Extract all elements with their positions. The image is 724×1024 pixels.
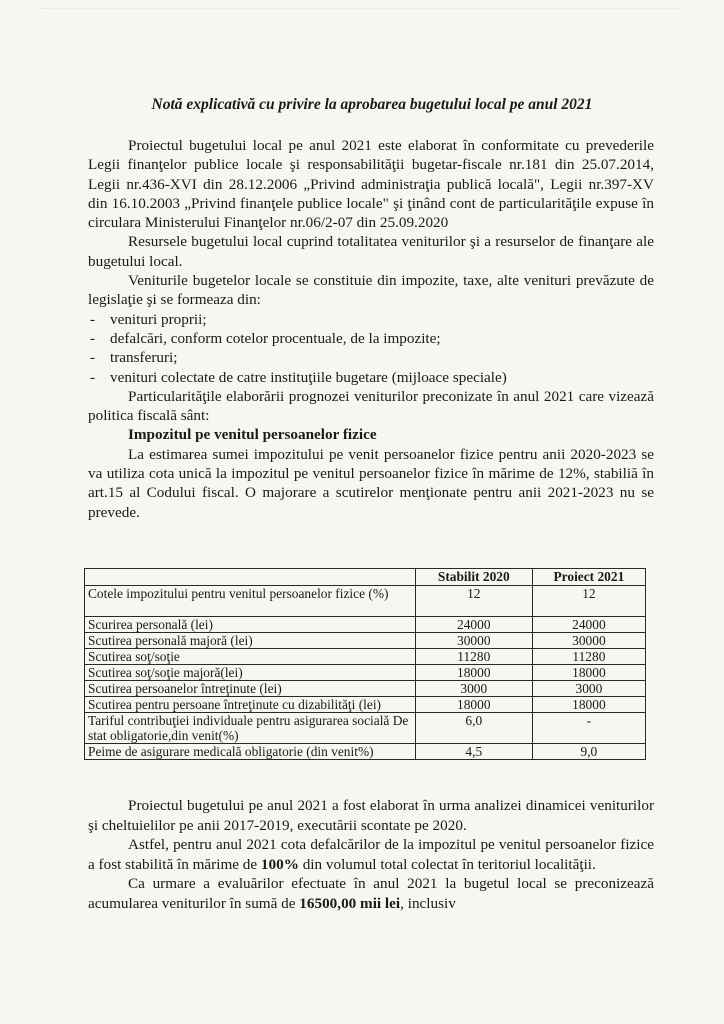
revenue-amount: 16500,00 mii lei bbox=[299, 894, 401, 912]
table-cell: Scutirea personală majoră (lei) bbox=[85, 633, 416, 649]
table-cell: 18000 bbox=[415, 697, 532, 713]
paragraph-revenues: Veniturile bugetelor locale se constituie din impozite, taxe, alte venituri prevăzute de legislaţie şi se formeaza din: bbox=[88, 272, 654, 309]
paragraph-budget-analysis: Proiectul bugetului pe anul 2021 a fost elaborat în urma analizei dinamicei veniturilor şi cheltuielilor pe anii 2017-2019, executării scontate pe 2020. bbox=[88, 797, 654, 834]
table-cell: 18000 bbox=[415, 665, 532, 681]
table-row bbox=[85, 713, 646, 744]
section-heading: Impozitul pe venitul persoanelor fizice bbox=[128, 426, 377, 444]
table-cell: 30000 bbox=[532, 633, 645, 649]
table-cell: 11280 bbox=[532, 649, 645, 665]
table-cell: 6,0 bbox=[415, 713, 532, 744]
table-cell: 18000 bbox=[532, 697, 645, 713]
revenue-sources-list bbox=[88, 310, 654, 387]
table-row bbox=[85, 697, 646, 713]
table-cell: Scutirea persoanelor întreţinute (lei) bbox=[85, 681, 416, 697]
table-cell: Scutirea soţ/soţie majoră(lei) bbox=[85, 665, 416, 681]
table-header-row bbox=[85, 569, 646, 586]
table-cell: Scutirea pentru persoane întreţinute cu dizabilităţi (lei) bbox=[85, 697, 416, 713]
table-row bbox=[85, 633, 646, 649]
table-row bbox=[85, 617, 646, 633]
table-cell: Cotele impozitului pentru venitul persoanelor fizice (%) bbox=[85, 586, 416, 617]
table-cell: Tariful contribuţiei individuale pentru asigurarea socială De stat obligatorie,din venit(%) bbox=[85, 713, 416, 744]
text-run: din volumul total colectat în teritoriul localităţii. bbox=[298, 855, 596, 873]
paragraph-particularities: Particularităţile elaborării prognozei veniturilor preconizate în anul 2021 care vizează politica fiscală sânt: bbox=[88, 387, 654, 425]
table-cell: 24000 bbox=[415, 617, 532, 633]
table-cell: 12 bbox=[415, 586, 532, 617]
paragraph-income-tax: La estimarea sumei impozitului pe venit persoanelor fizice pentru anii 2020-2023 se va utiliza cota unică la impozitul pe venitul persoanelor fizice în mărime de 12%, stabiliă în art.15 al Codului fiscal. O majorare a scutirelor menţionate pentru anii 2021-2023 nu se prevede. bbox=[88, 445, 654, 521]
table-cell: 12 bbox=[532, 586, 645, 617]
list-item: - venituri proprii; bbox=[88, 310, 654, 329]
table-cell: 9,0 bbox=[532, 744, 645, 760]
table-cell: 24000 bbox=[532, 617, 645, 633]
document-title: Notă explicativă cu privire la aprobarea bugetului local pe anul 2021 bbox=[151, 96, 593, 113]
text-run: , inclusiv bbox=[400, 894, 456, 912]
list-item: - defalcări, conform cotelor procentuale, de la impozite; bbox=[88, 329, 654, 348]
table-header-cell: Stabilit 2020 bbox=[415, 569, 532, 586]
table-cell: 11280 bbox=[415, 649, 532, 665]
table-row bbox=[85, 586, 646, 617]
table-header-cell: Proiect 2021 bbox=[532, 569, 645, 586]
share-percent: 100% bbox=[260, 855, 299, 873]
table-header-cell bbox=[85, 569, 416, 586]
table-row bbox=[85, 649, 646, 665]
paragraph-share-rate bbox=[88, 835, 654, 874]
bleed-through-mark bbox=[40, 8, 680, 15]
table-cell: 3000 bbox=[415, 681, 532, 697]
text-run: Astfel, pentru anul 2021 cota defalcărilor de la impozitul pe venitul persoanelor fizice a fost stabilită în mărime de bbox=[88, 836, 654, 873]
paragraph-revenue-total bbox=[88, 874, 654, 913]
table-row bbox=[85, 665, 646, 681]
table-row bbox=[85, 744, 646, 760]
table-cell: Scurirea personală (lei) bbox=[85, 617, 416, 633]
paragraph-resources: Resursele bugetului local cuprind totalitatea veniturilor şi a resurselor de finanţare ale bugetului local. bbox=[88, 233, 654, 270]
tax-rates-table bbox=[84, 568, 646, 760]
table-cell: 3000 bbox=[532, 681, 645, 697]
list-item: - venituri colectate de catre instituţiile bugetare (mijloace speciale) bbox=[88, 368, 654, 387]
body-text bbox=[88, 136, 654, 522]
closing-text bbox=[88, 796, 654, 913]
table-cell: 18000 bbox=[532, 665, 645, 681]
paragraph-legal-basis: Proiectul bugetului local pe anul 2021 este elaborat în conformitate cu prevederile Legii finanţelor publice locale şi responsabilităţii bugetar-fiscale nr.181 din 25.07.2014, Legii nr.436-XVI din 28.12.2006 „Privind administraţia publică locală", Legii nr.397-XV din 16.10.2003 „Privind finanţele publice locale" şi ţinând cont de particularităţile expuse în circulara Ministerului Finanţelor nr.06/2-07 din 25.09.2020 bbox=[88, 137, 654, 232]
table-cell: 30000 bbox=[415, 633, 532, 649]
text-run: Ca urmare a evaluărilor efectuate în anul 2021 la bugetul local se preconizează acumularea veniturilor în sumă de bbox=[88, 875, 654, 912]
table-cell: 4,5 bbox=[415, 744, 532, 760]
table-cell: Scutirea soţ/soţie bbox=[85, 649, 416, 665]
list-item: - transferuri; bbox=[88, 348, 654, 367]
table-cell: - bbox=[532, 713, 645, 744]
table-row bbox=[85, 681, 646, 697]
table-cell: Peime de asigurare medicală obligatorie (din venit%) bbox=[85, 744, 416, 760]
